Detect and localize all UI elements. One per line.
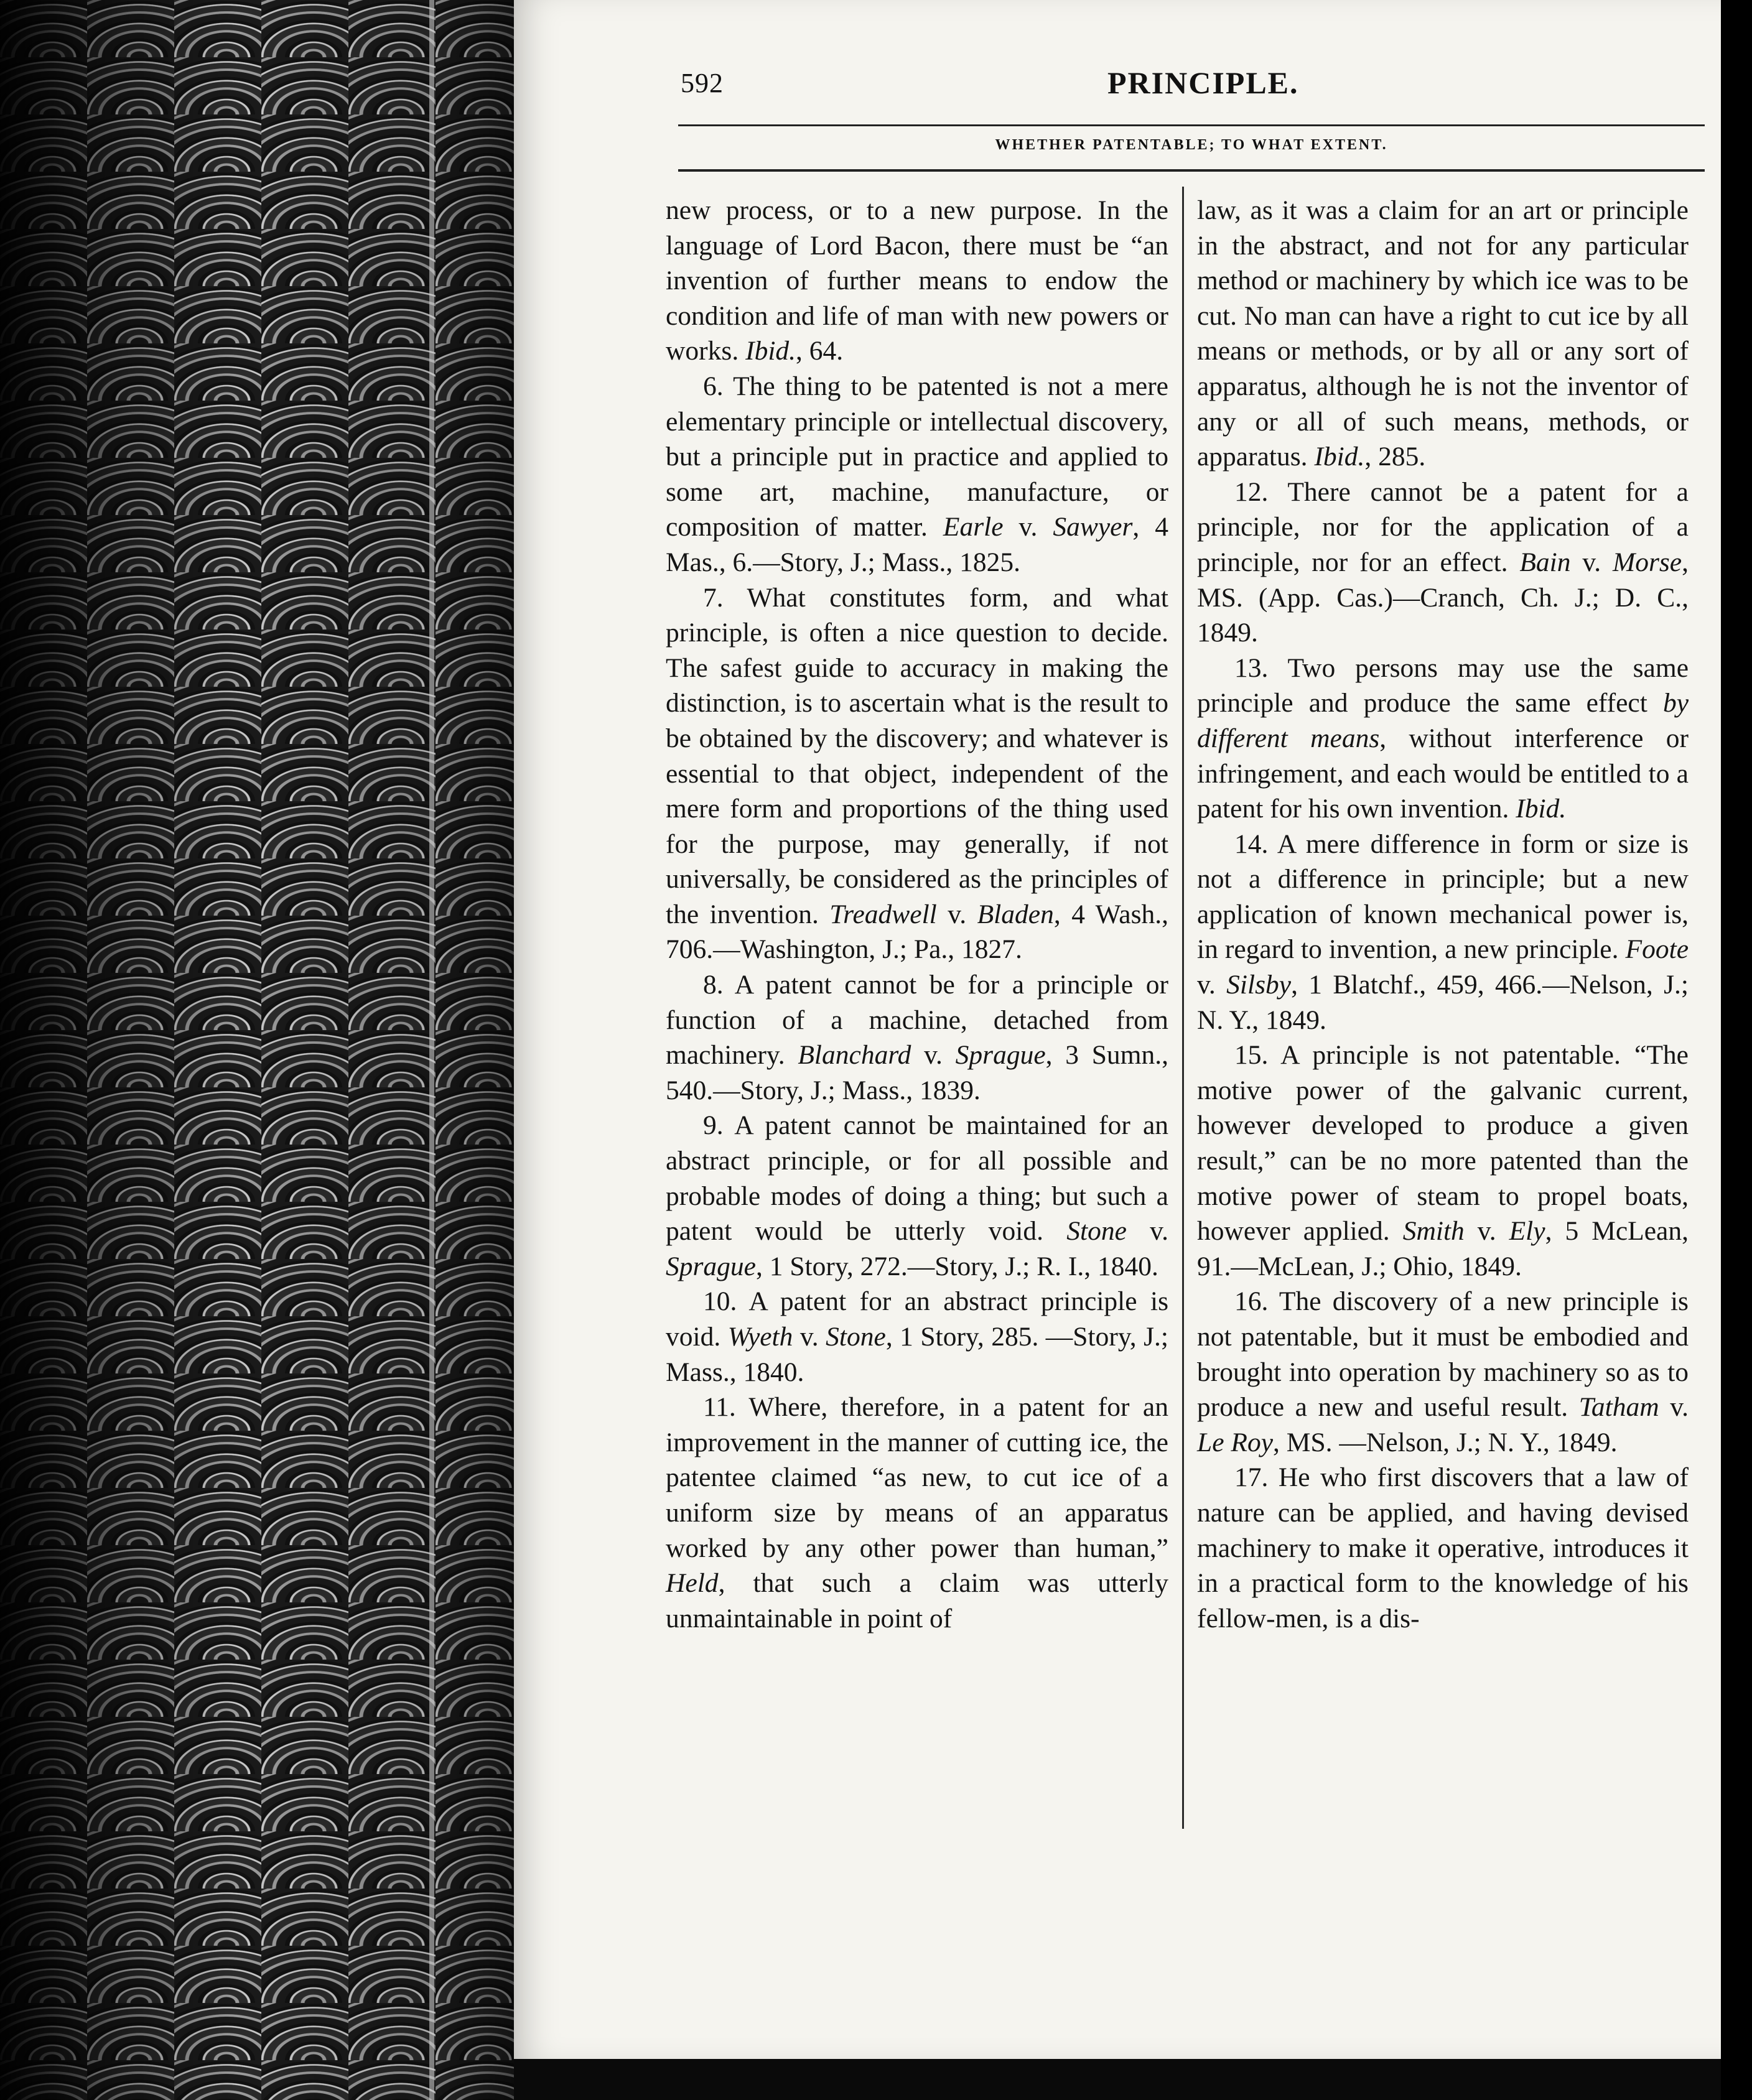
- para-11: [666, 1390, 1168, 1636]
- text-run: 7. What constitutes form, and what principle, is often a nice question to decide. The safest guide to accuracy in making the distinction, is to ascertain what is the result to be obtained by the discovery; and whatever is essential to that object, independent of the mere form and proportions of the thing used for the purpose, may generally, if not universally, be considered as the principles of the invention.: [666, 582, 1168, 929]
- para-5-cont: [666, 193, 1168, 369]
- right-scan-edge: [1721, 0, 1752, 2100]
- text-run: v.: [1197, 970, 1227, 1000]
- para-16: [1197, 1284, 1689, 1460]
- text-run: 6. The thing to be patented is not a mere elementary principle or intellectual discovery, but a principle put in practice and applied to some art, machine, manufacture, or composition of matter.: [666, 371, 1168, 542]
- section-subhead: WHETHER PATENTABLE; TO WHAT EXTENT.: [995, 137, 1388, 153]
- italic-text: Foote: [1625, 934, 1689, 965]
- italic-text: Sawyer: [1053, 512, 1133, 542]
- text-run: , without interference or infringement, and each would be entitled to a patent for his own invention.: [1197, 723, 1689, 824]
- column-divider: [1182, 187, 1184, 1829]
- italic-text: Tatham: [1578, 1392, 1659, 1423]
- italic-text: Stone: [826, 1322, 886, 1352]
- text-run: , 5 McLean, 91.—McLean, J.; Ohio, 1849.: [1197, 1216, 1689, 1281]
- text-run: , 4 Wash., 706.—Washington, J.; Pa., 1827.: [666, 899, 1168, 965]
- text-run: , 285.: [1364, 442, 1426, 472]
- para-12: [1197, 475, 1689, 651]
- text-run: , MS. —Nelson, J.; N. Y., 1849.: [1273, 1427, 1618, 1457]
- text-run: , 4 Mas., 6.—Story, J.; Mass., 1825.: [666, 512, 1168, 577]
- text-run: v.: [1003, 512, 1053, 542]
- header-rule-bottom: [678, 169, 1705, 172]
- text-run: 12. There cannot be a patent for a principle, nor for the application of a principle, nor for an effect.: [1197, 476, 1689, 577]
- para-8: [666, 967, 1168, 1108]
- text-run: new process, or to a new purpose. In the language of Lord Bacon, there must be “an invention of further means to endow the condition and life of man with new powers or works.: [666, 195, 1168, 366]
- text-run: , 64.: [796, 336, 844, 366]
- italic-text: Morse: [1612, 547, 1682, 577]
- text-run: v.: [1659, 1392, 1689, 1423]
- text-run: 13. Two persons may use the same principle and produce the same effect: [1197, 653, 1689, 718]
- italic-text: by different means: [1197, 688, 1689, 753]
- text-run: v.: [793, 1322, 826, 1352]
- text-run: v.: [1570, 547, 1613, 577]
- text-run: v.: [1126, 1216, 1168, 1247]
- para-15: [1197, 1038, 1689, 1284]
- italic-text: Held: [666, 1568, 719, 1599]
- italic-text: Blanchard: [798, 1040, 911, 1071]
- italic-text: Silsby: [1226, 970, 1292, 1000]
- italic-text: Wyeth: [727, 1322, 793, 1352]
- text-run: , 3 Sumn., 540.—Story, J.; Mass., 1839.: [666, 1040, 1168, 1105]
- text-run: law, as it was a claim for an art or principle in the abstract, and not for any particular method or machinery by which ice was to be cut. No man can have a right to cut ice by all means or methods, or by all or any sort of apparatus, although he is not the inventor of any or all of such means, methods, or apparatus.: [1197, 195, 1689, 472]
- para-7: [666, 580, 1168, 968]
- para-6: [666, 369, 1168, 580]
- text-run: , MS. (App. Cas.)—Cranch, Ch. J.; D. C., 1849.: [1197, 547, 1689, 648]
- text-run: 15. A principle is not patentable. “The motive power of the galvanic current, however developed to produce a given result,” can be no more patented than the motive power of steam to propel boats, however applied.: [1197, 1040, 1689, 1247]
- text-run: 10. A patent for an abstract principle is void.: [666, 1286, 1168, 1352]
- text-run: 9. A patent cannot be maintained for an abstract principle, or for all possible and probable modes of doing a thing; but such a patent would be utterly void.: [666, 1110, 1168, 1247]
- italic-text: Le Roy: [1197, 1427, 1274, 1457]
- text-run: v.: [1464, 1216, 1509, 1247]
- text-run: , 1 Story, 272.—Story, J.; R. I., 1840.: [756, 1251, 1158, 1281]
- page-number: 592: [681, 68, 724, 98]
- italic-text: Bladen: [977, 899, 1054, 929]
- para-17: [1197, 1460, 1689, 1636]
- header-rule-top: [678, 124, 1705, 126]
- italic-text: Stone: [1066, 1216, 1127, 1247]
- italic-text: Sprague: [955, 1040, 1046, 1071]
- italic-text: Ibid.: [1516, 794, 1567, 824]
- para-14: [1197, 827, 1689, 1038]
- text-run: , that such a claim was utterly unmaintainable in point of: [666, 1568, 1168, 1633]
- italic-text: Bain: [1519, 547, 1571, 577]
- para-10: [666, 1284, 1168, 1390]
- running-head: PRINCIPLE.: [1107, 65, 1299, 100]
- text-run: 17. He who first discovers that a law of nature can be applied, and having devised machinery to make it operative, introduces it in a practical form to the knowledge of his fellow-men, is a dis-: [1197, 1462, 1689, 1633]
- gutter-line: [429, 0, 434, 2100]
- text-run: 11. Where, therefore, in a patent for an improvement in the manner of cutting ice, the patentee claimed “as new, to cut ice of a uniform size by means of an apparatus worked by any other power than human,”: [666, 1392, 1168, 1563]
- text-run: , 1 Story, 285. —Story, J.; Mass., 1840.: [666, 1322, 1168, 1387]
- italic-text: Earle: [943, 512, 1004, 542]
- text-run: , 1 Blatchf., 459, 466.—Nelson, J.; N. Y., 1849.: [1197, 970, 1689, 1035]
- italic-text: Ibid.: [745, 336, 796, 366]
- text-run: v.: [936, 899, 977, 929]
- left-column: [666, 193, 1168, 1636]
- italic-text: Treadwell: [829, 899, 937, 929]
- para-11-cont: [1197, 193, 1689, 475]
- text-run: 14. A mere difference in form or size is not a difference in principle; but a new application of known mechanical power is, in regard to invention, a new principle.: [1197, 829, 1689, 965]
- bottom-scan-edge: [514, 2059, 1721, 2100]
- italic-text: Ely: [1509, 1216, 1545, 1247]
- text-run: v.: [911, 1040, 956, 1071]
- text-run: 8. A patent cannot be for a principle or function of a machine, detached from machinery.: [666, 970, 1168, 1071]
- italic-text: Sprague: [666, 1251, 756, 1281]
- para-13: [1197, 651, 1689, 827]
- italic-text: Ibid.: [1314, 442, 1365, 472]
- para-9: [666, 1108, 1168, 1284]
- italic-text: Smith: [1402, 1216, 1465, 1247]
- marbled-endpaper: [0, 0, 516, 2100]
- right-column: [1197, 193, 1689, 1636]
- text-run: 16. The discovery of a new principle is not patentable, but it must be embodied and brought into operation by machinery so as to produce a new and useful result.: [1197, 1286, 1689, 1423]
